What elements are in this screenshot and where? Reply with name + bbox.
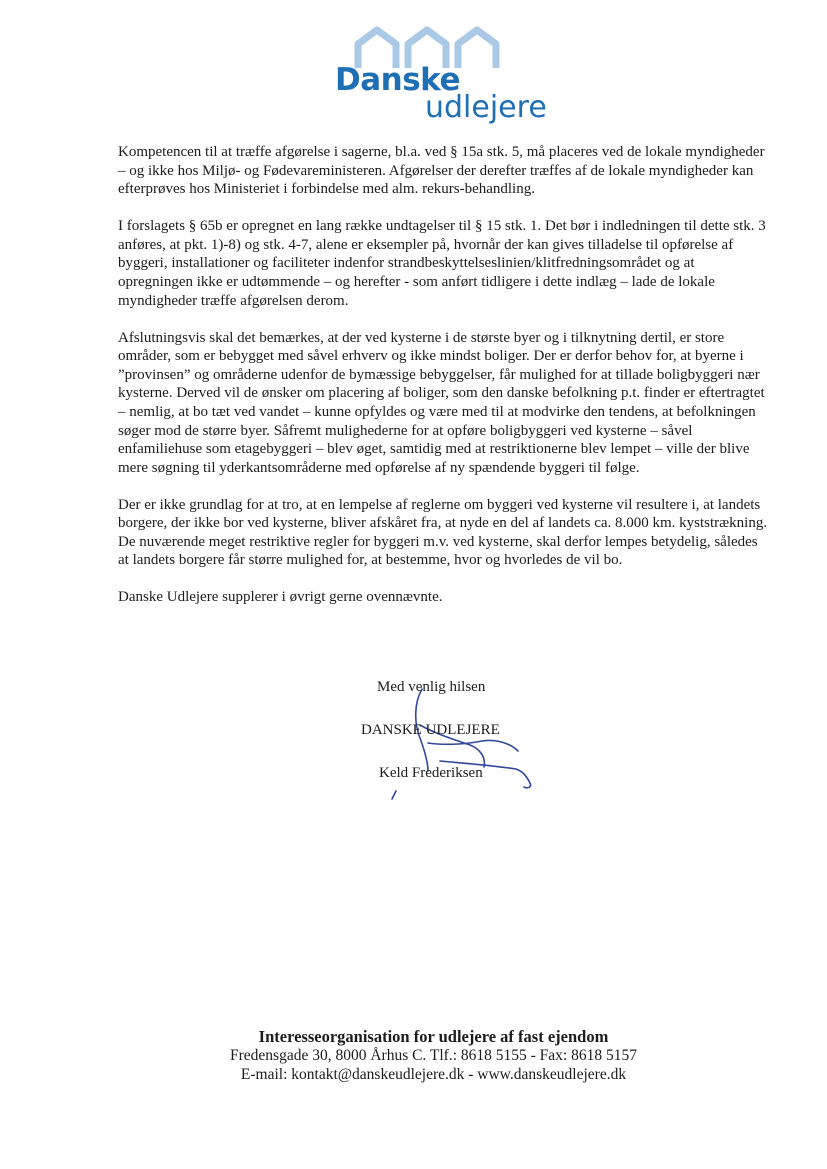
closing-signer: Keld Frederiksen: [379, 765, 483, 781]
closing-organization: DANSKE UDLEJERE: [361, 722, 500, 738]
logo-word-udlejere: udlejere: [425, 90, 547, 125]
logo-word-danske: Danske: [335, 62, 460, 98]
footer-contact: E-mail: kontakt@danskeudlejere.dk - www.danskeudlejere.dk: [240, 1066, 627, 1083]
letterhead-footer: [0, 1027, 827, 1084]
handwritten-signature: [370, 683, 560, 808]
paragraph-competence: Kompetencen til at træffe afgørelse i sagerne, bl.a. ved § 15a stk. 5, må placeres ved de lokale myndigheder – og ikke hos Miljø- og Fødevareministeren. Afgørelser der derefter træffes af de lokale myndigheder kan efterprøves hos Ministeriet i forbindelse med alm. rekurs-behandling.: [118, 144, 765, 198]
paragraph-supplement: Danske Udlejere supplerer i øvrigt gerne ovennævnte.: [118, 589, 443, 606]
footer-address: Fredensgade 30, 8000 Århus C. Tlf.: 8618 5155 - Fax: 8618 5157: [230, 1047, 637, 1064]
danske-udlejere-logo: [330, 22, 560, 125]
paragraph-regulations: Der er ikke grundlag for at tro, at en lempelse af reglerne om byggeri ved kysterne vil resultere i, at landets borgere, der ikke bor ved kysterne, bliver afskåret fra, at nyde en del af landets ca. 8.000 km. kyststrækning. De nuværende meget restriktive regler for byggeri m.v. ved kysterne, skal derfor lempes betydelig, således at landets borgere får større mulighed for, at bestemme, hvor og hvorledes de vil bo.: [118, 496, 768, 569]
letter-body: [118, 143, 768, 625]
footer-organization: Interesseorganisation for udlejere af fast ejendom: [258, 1027, 609, 1046]
closing-greeting: Med venlig hilsen: [377, 679, 486, 695]
letter-closing: [360, 679, 580, 809]
paragraph-conclusion: Afslutningsvis skal det bemærkes, at der ved kysterne i de største byer og i tilknytning dertil, er store områder, som er bebygget med såvel erhverv og ikke mindst boliger. Der er derfor behov for, at byerne i ”provinsen” og områderne udenfor de bymæssige bebyggelser, får mulighed for at tillade boligbyggeri nær kysterne. Derved vil de ønsker om placering af boliger, som den danske befolkning p.t. finder er eftertragtet – nemlig, at bo tæt ved vandet – kunne opfyldes og være med til at modvirke den tendens, at befolkningen søger mod de større byer. Såfremt mulighederne for at opføre boligbyggeri ved kysterne – såvel enfamiliehuse som etagebyggeri – blev øget, samtidig med at restriktionerne blev lempet – ville der blive mere søgning til yderkantsområderne med opførelse af ny spændende byggeri til følge.: [118, 329, 765, 476]
paragraph-exceptions: I forslagets § 65b er opregnet en lang række undtagelser til § 15 stk. 1. Det bør i indledningen til dette stk. 3 anføres, at pkt. 1)-8) og stk. 4-7, alene er eksempler på, hvornår der kan gives tilladelse til opførelse af byggeri, installationer og faciliteter indenfor strandbeskyttelseslinien/klitfredningsområdet og at opregningen ikke er udtømmende – og herefter - som anført tidligere i dette indlæg – lade de lokale myndigheder træffe afgørelsen derom.: [118, 218, 766, 309]
